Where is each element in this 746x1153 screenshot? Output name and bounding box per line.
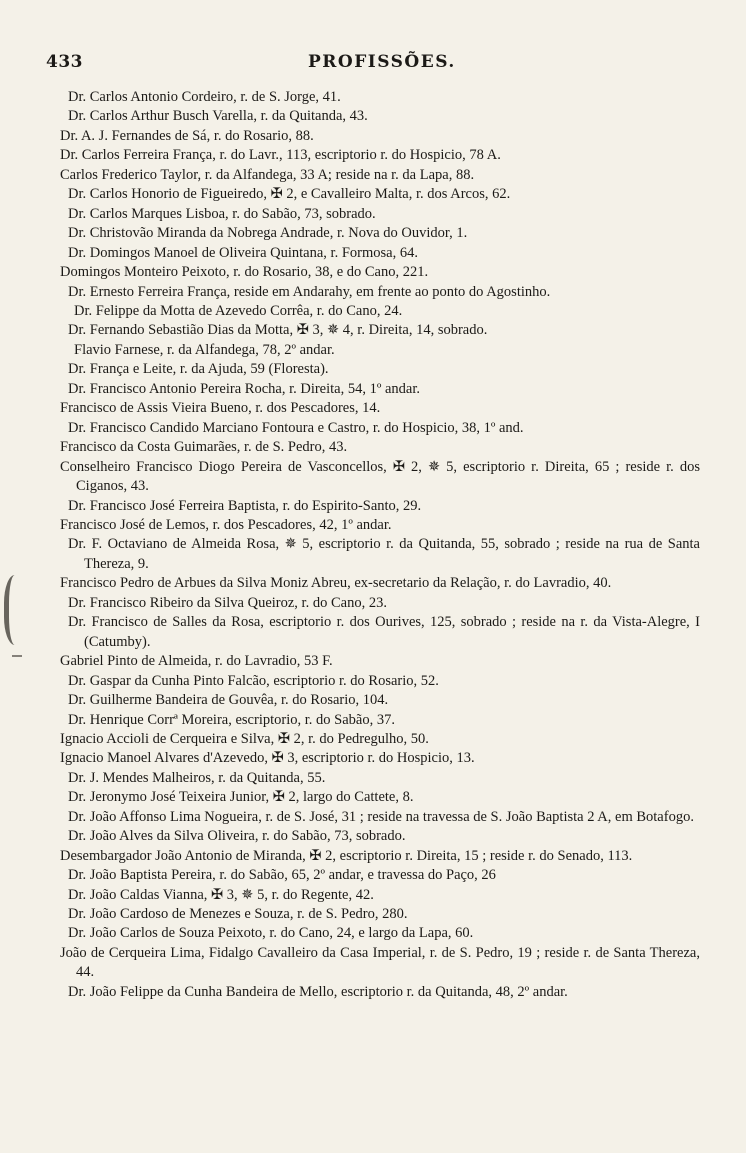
directory-entry: Francisco de Assis Vieira Bueno, r. dos Pescadores, 14. xyxy=(60,400,381,417)
directory-entry: Dr. F. Octaviano de Almeida Rosa, ✵ 5, escriptorio r. da Quitanda, 55, sobrado ; reside na rua de Santa Thereza, 9. xyxy=(68,536,700,572)
margin-ink-mark xyxy=(4,575,31,645)
directory-entry: Dr. Francisco Candido Marciano Fontoura e Castro, r. do Hospicio, 38, 1º and. xyxy=(68,419,524,436)
directory-entry: Dr. Gaspar da Cunha Pinto Falcão, escriptorio r. do Rosario, 52. xyxy=(68,672,439,689)
directory-entry: Ignacio Accioli de Cerqueira e Silva, ✠ 2, r. do Pedregulho, 50. xyxy=(60,730,429,747)
directory-entry: Dr. João Carlos de Souza Peixoto, r. do Cano, 24, e largo da Lapa, 60. xyxy=(68,925,474,942)
directory-entry: Dr. João Cardoso de Menezes e Souza, r. de S. Pedro, 280. xyxy=(68,906,408,923)
directory-entry: Francisco José de Lemos, r. dos Pescadores, 42, 1º andar. xyxy=(60,516,392,533)
directory-entry: Dr. J. Mendes Malheiros, r. da Quitanda, 55. xyxy=(68,769,326,786)
directory-entry: Ignacio Manoel Alvares d'Azevedo, ✠ 3, escriptorio r. do Hospicio, 13. xyxy=(60,750,475,767)
directory-entry: Dr. João Affonso Lima Nogueira, r. de S. José, 31 ; reside na travessa de S. João Baptista 2 A, em Botafogo. xyxy=(68,808,694,825)
directory-entry: Domingos Monteiro Peixoto, r. do Rosario, 38, e do Cano, 221. xyxy=(60,264,429,281)
directory-entry: Desembargador João Antonio de Miranda, ✠ 2, escriptorio r. Direita, 15 ; reside r. do Senado, 113. xyxy=(60,847,633,864)
directory-entry: Dr. Henrique Corrª Moreira, escriptorio, r. do Sabão, 37. xyxy=(68,711,395,728)
directory-entry: Dr. Felippe da Motta de Azevedo Corrêa, r. do Cano, 24. xyxy=(74,302,403,319)
directory-entry: Dr. Domingos Manoel de Oliveira Quintana, r. Formosa, 64. xyxy=(68,244,418,261)
directory-entry: Dr. Carlos Ferreira França, r. do Lavr., 113, escriptorio r. do Hospicio, 78 A. xyxy=(60,147,501,164)
directory-entry: Francisco Pedro de Arbues da Silva Moniz Abreu, ex-secretario da Relação, r. do Lavradio, 40. xyxy=(60,575,612,592)
directory-entry: Dr. Carlos Honorio de Figueiredo, ✠ 2, e Cavalleiro Malta, r. dos Arcos, 62. xyxy=(68,186,511,203)
directory-entry: Dr. Carlos Marques Lisboa, r. do Sabão, 73, sobrado. xyxy=(68,205,376,222)
directory-entry: Carlos Frederico Taylor, r. da Alfandega, 33 A; reside na r. da Lapa, 88. xyxy=(60,166,475,183)
directory-entry: Dr. Ernesto Ferreira França, reside em Andarahy, em frente ao ponto do Agostinho. xyxy=(68,283,551,300)
directory-entry: Conselheiro Francisco Diogo Pereira de Vasconcellos, ✠ 2, ✵ 5, escriptorio r. Direita, 65 ; reside r. dos Ciganos, 43. xyxy=(60,458,700,495)
directory-entry: Dr. Francisco de Salles da Rosa, escriptorio r. dos Ourives, 125, sobrado ; reside na r. da Vista-Alegre, I (Catumby). xyxy=(68,614,700,650)
directory-entry: Gabriel Pinto de Almeida, r. do Lavradio, 53 F. xyxy=(60,653,333,670)
page-header xyxy=(46,52,686,78)
directory-entry: Dr. Carlos Arthur Busch Varella, r. da Quitanda, 43. xyxy=(68,108,368,125)
page-number: 433 xyxy=(46,52,83,72)
directory-entry: Dr. Guilherme Bandeira de Gouvêa, r. do Rosario, 104. xyxy=(68,692,389,709)
directory-entry: Dr. João Alves da Silva Oliveira, r. do Sabão, 73, sobrado. xyxy=(68,828,406,845)
directory-entry: Dr. Francisco José Ferreira Baptista, r. do Espirito-Santo, 29. xyxy=(68,497,422,514)
directory-entry: Dr. Jeronymo José Teixeira Junior, ✠ 2, largo do Cattete, 8. xyxy=(68,789,414,806)
directory-entry: João de Cerqueira Lima, Fidalgo Cavalleiro da Casa Imperial, r. de S. Pedro, 19 ; reside r. de Santa Thereza, 44. xyxy=(60,944,700,981)
directory-entry: Dr. João Felippe da Cunha Bandeira de Mello, escriptorio r. da Quitanda, 48, 2º andar. xyxy=(68,983,568,1000)
directory-entry: Dr. João Caldas Vianna, ✠ 3, ✵ 5, r. do Regente, 42. xyxy=(68,886,374,903)
directory-entry: Dr. França e Leite, r. da Ajuda, 59 (Floresta). xyxy=(68,361,329,378)
directory-entry: Dr. A. J. Fernandes de Sá, r. do Rosario, 88. xyxy=(60,127,314,144)
directory-entry: Dr. João Baptista Pereira, r. do Sabão, 65, 2º andar, e travessa do Paço, 26 xyxy=(68,867,496,884)
directory-entries xyxy=(60,88,700,1002)
margin-ink-dash xyxy=(12,655,22,657)
directory-entry: Dr. Fernando Sebastião Dias da Motta, ✠ 3, ✵ 4, r. Direita, 14, sobrado. xyxy=(68,322,488,339)
directory-entry: Dr. Carlos Antonio Cordeiro, r. de S. Jorge, 41. xyxy=(68,89,341,105)
directory-entry: Dr. Francisco Ribeiro da Silva Queiroz, r. do Cano, 23. xyxy=(68,594,387,611)
page-title: PROFISSÕES. xyxy=(308,52,456,72)
directory-entry: Francisco da Costa Guimarães, r. de S. Pedro, 43. xyxy=(60,439,348,456)
directory-entry: Dr. Christovão Miranda da Nobrega Andrade, r. Nova do Ouvidor, 1. xyxy=(68,225,468,242)
directory-entry: Flavio Farnese, r. da Alfandega, 78, 2º andar. xyxy=(74,341,335,358)
directory-entry: Dr. Francisco Antonio Pereira Rocha, r. Direita, 54, 1º andar. xyxy=(68,380,421,397)
